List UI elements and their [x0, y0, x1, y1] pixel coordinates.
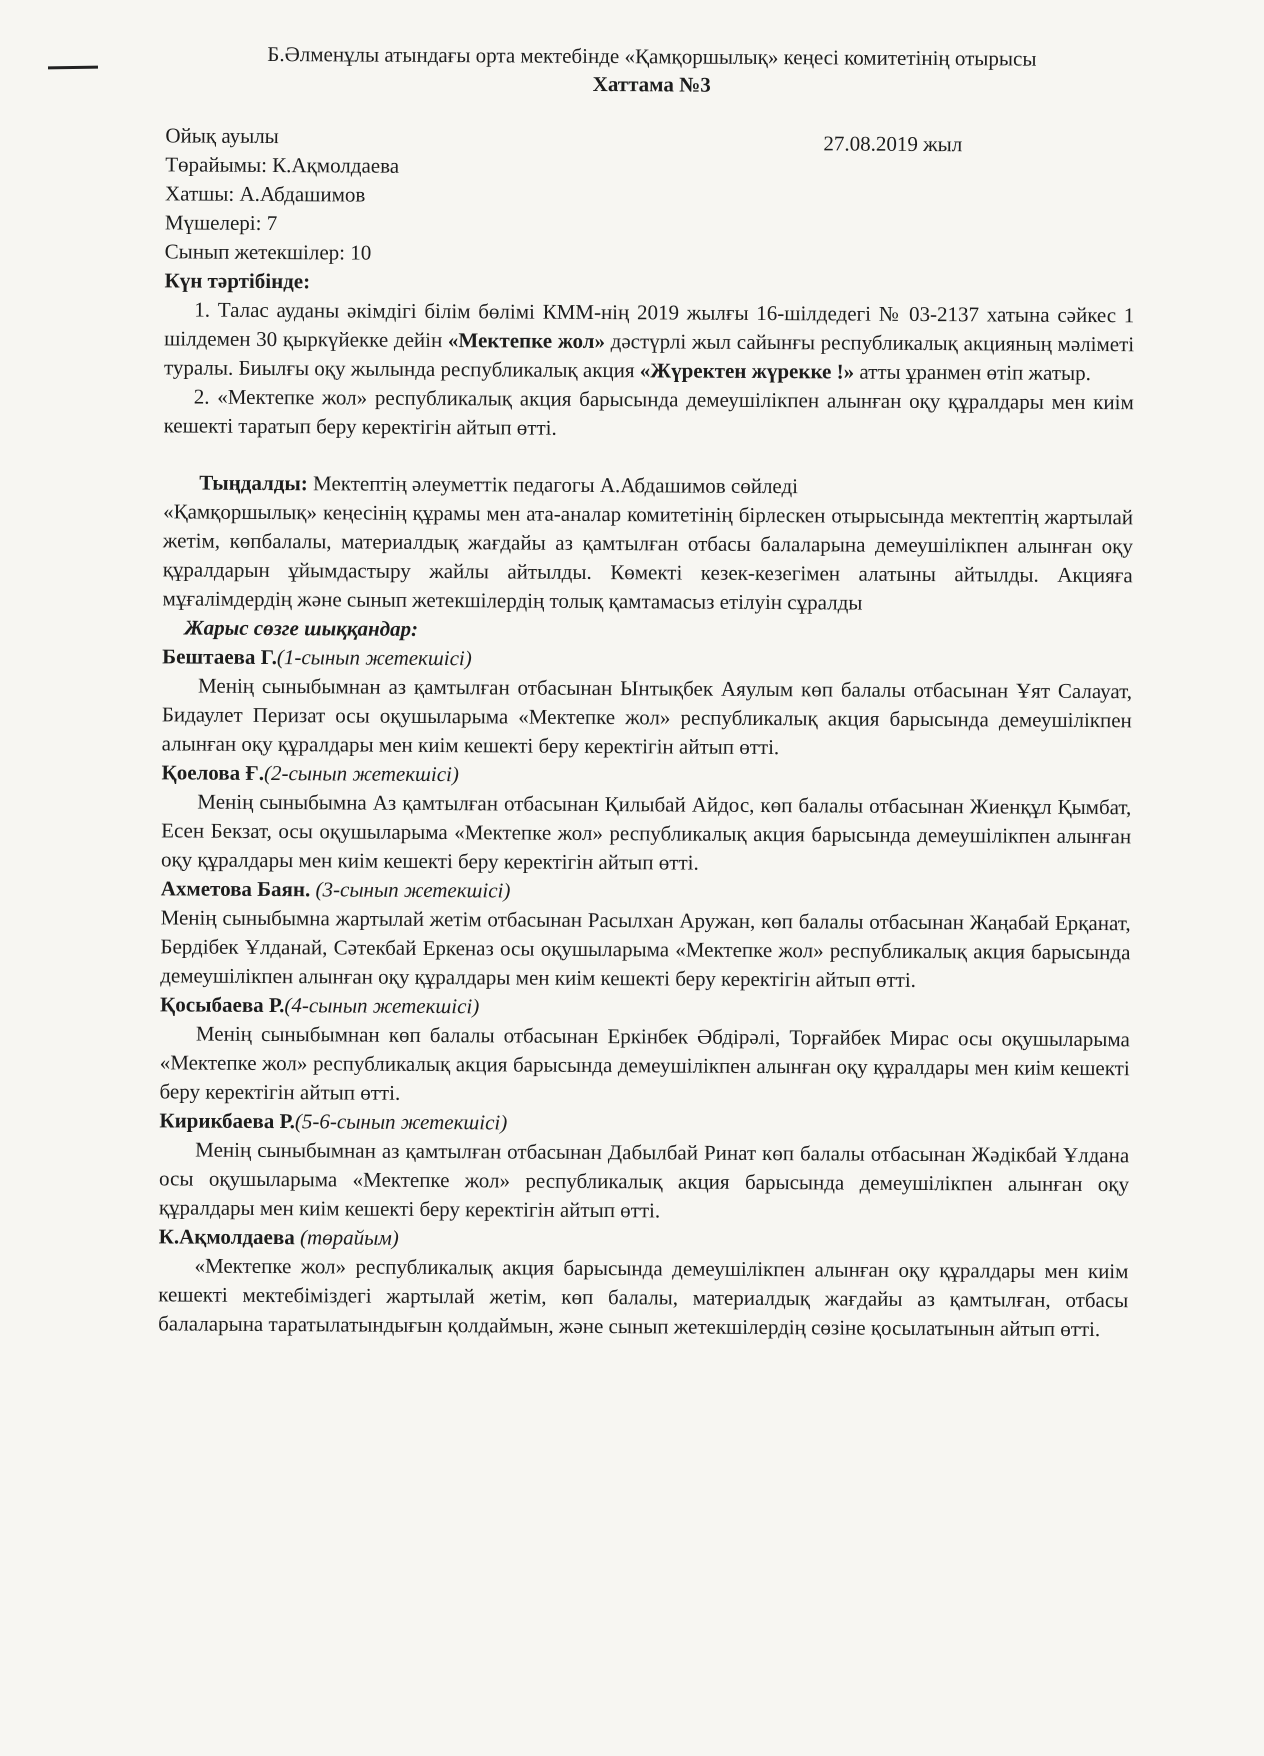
speaker-name: Бештаева Г.(1-сынып жетекшісі) — [162, 644, 472, 671]
speaker-text: Менің сыныбымна жартылай жетім отбасынан Расылхан Аружан, көп балалы отбасынан Жаңабай Ерқанат, Бердібек Ұлданай, Сәтекбай Еркеназ осы оқушыларыма «Мектепке жол» республикалық акция барысында демеушілікпен алынған оқу құралдары мен киім кешекті беру керектігін айтып өтті. — [160, 905, 1131, 992]
listened-line: Тыңдалды: Мектептің әлеуметтік педагогы А.Абдашимов сөйледі — [199, 470, 799, 499]
speaker-text: Менің сыныбымнан аз қамтылған отбасынан Дабылбай Ринат көп балалы отбасынан Жәдікбай Ұлдана осы оқушыларыма «Мектепке жол» республикалық акция барысында демеушілікпен алынған оқу құралдары мен киім кешекті беру керектігін айтып өтті. — [158, 1137, 1130, 1223]
speaker-text: Менің сыныбымнан көп балалы отбасынан Еркінбек Әбдірәлі, Торғайбек Мирас осы оқушыларыма «Мектепке жол» республикалық акция барысында демеушілікпен алынған оқу құралдары мен киім кешекті беру керектігін айтып өтті. — [159, 1021, 1130, 1105]
speaker-name: Ахметова Баян. (3-сынып жетекшісі) — [160, 876, 511, 903]
secretary: Хатшы: А.Абдашимов — [164, 181, 366, 207]
speaker-text: Менің сыныбымнан аз қамтылған отбасынан Ынтықбек Аяулым көп балалы отбасынан Ұят Салауат, Бидаулет Перизат осы оқушыларыма «Мектепке жол» республикалық акция барысында демеушілікпен алынған оқу құралдары мен киім кешекті беру керектігін айтып өтті. — [161, 673, 1133, 760]
speakers-heading: Жарыс сөзге шыққандар: — [184, 615, 419, 641]
protocol-number: Хаттама №3 — [592, 71, 711, 97]
speaker-text: «Мектепке жол» республикалық акция барысында демеушілікпен алынған оқу құралдары мен киім кешекті мектебіміздегі жартылай жетім, көп балалы, материалдық жағдайы аз қамтылған, отбасы балаларына таратылатындығын қолдаймын, және сынып жетекшілердің сөзіне қосылатынын айтып өтті. — [158, 1253, 1129, 1342]
meeting-date: 27.08.2019 жыл — [823, 131, 963, 157]
listened-text: «Қамқоршылық» кеңесінің құрамы мен ата-аналар комитетінің бірлескен отырысында мектептің жартылай жетім, көпбалалы, материалдық жағдайы аз қамтылған отбасы балаларына демеушілікпен алынған оқу құралдарын ұйымдастыру жайлы айтылды. Көмекті кезек-кезегімен алатыны айтылды. Акцияға мұғалімдердің және сынып жетекшілердің толық қамтамасыз етілуін сұралды — [162, 499, 1134, 615]
speaker-name: Қосыбаева Р.(4-сынып жетекшісі) — [160, 992, 480, 1019]
speaker-name: К.Ақмолдаева (төрайым) — [158, 1224, 399, 1250]
agenda-item-2: 2. «Мектепке жол» республикалық акция барысында демеушілікпен алынған оқу құралдары мен киім кешекті таратып беру керектігін айтып өтті. — [163, 384, 1134, 440]
agenda-heading: Күн тәртібінде: — [164, 268, 311, 294]
chair: Төрайымы: К.Ақмолдаева — [165, 152, 400, 178]
document-title: Б.Әлменұлы атындағы орта мектебінде «Қамқоршылық» кеңесі комитетінің отырысы — [267, 41, 1037, 71]
speaker-text: Менің сыныбымна Аз қамтылған отбасынан Қилыбай Айдос, көп балалы отбасынан Жиенқұл Қымбат, Есен Бекзат, осы оқушыларыма «Мектепке жол» республикалық акция барысында демеушілікпен алынған оқу құралдары мен киім кешекті беру керектігін айтып өтті. — [160, 789, 1132, 875]
members-count: Мүшелері: 7 — [164, 210, 278, 236]
agenda-item-1: 1. Талас ауданы әкімдігі білім бөлімі КММ-нің 2019 жылғы 16-шілдедегі № 03-2137 хатына сәйкес 1 шілдемен 30 қыркүйекке дейін «Мектепке жол» дәстүрлі жыл сайынғы республикалық акцияның мәліметі туралы. Биылғы оқу жылында республикалық акция «Жүректен жүрекке !» атты ұранмен өтіп жатыр. — [163, 297, 1135, 386]
document-body — [158, 121, 1135, 1344]
speaker-name: Қоелова Ғ.(2-сынып жетекшісі) — [161, 760, 459, 787]
speaker-name: Кирикбаева Р.(5-6-сынып жетекшісі) — [159, 1108, 508, 1135]
village: Ойық ауылы — [165, 123, 279, 149]
class-teachers-count: Сынып жетекшілер: 10 — [164, 239, 372, 265]
